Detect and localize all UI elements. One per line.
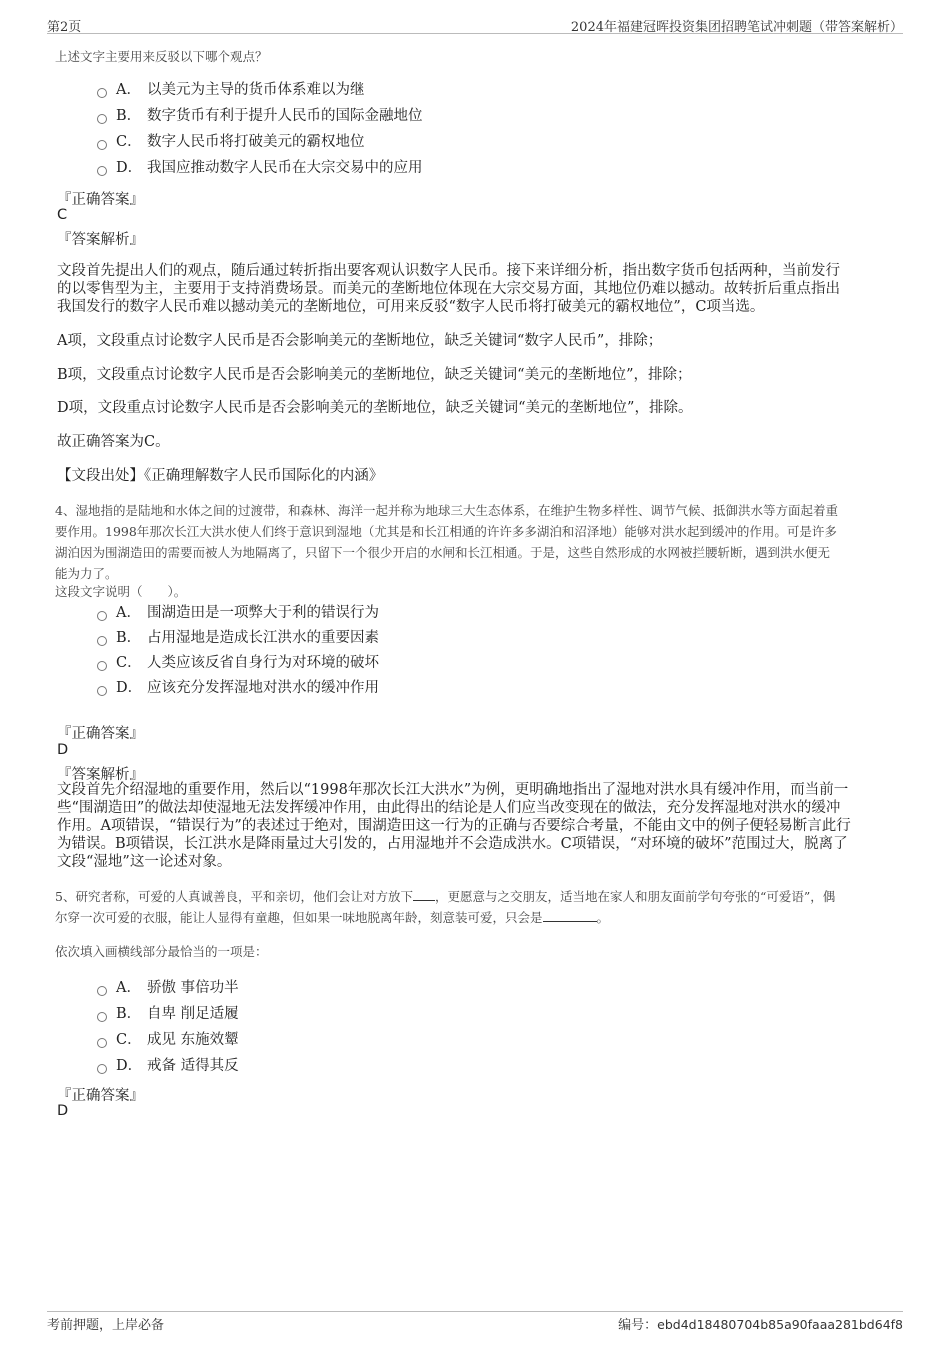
q5-prompt: 依次填入画横线部分最恰当的一项是： (55, 944, 268, 959)
q4-option-a[interactable]: A． 围湖造田是一项弊大于利的错误行为 (97, 602, 379, 624)
q3-answer: C (57, 207, 68, 223)
q5-passage: 5、研究者称，可爱的人真诚善良，平和亲切，他们会让对方放下 ，更愿意与之交朋友，适当地在家人和朋友面前学句夸张的“可爱语”，偶 尔穿一次可爱的衣服，能让人显得有童趣，但如果一味地脱离年龄，刻意装可爱，只会是 。 (55, 889, 836, 925)
document-title: 2024年福建冠晖投资集团招聘笔试冲刺题（带答案解析） (570, 20, 903, 35)
q3-analysis-label: 『答案解析』 (57, 232, 144, 248)
q4-answer-label: 『正确答案』 (57, 726, 144, 742)
q5-option-b[interactable]: B． 自卑 削足适履 (97, 1003, 239, 1025)
q3-prompt: 上述文字主要用来反驳以下哪个观点？ (55, 49, 268, 64)
q5-option-c[interactable]: C． 成见 东施效颦 (97, 1029, 239, 1051)
q4-answer: D (57, 742, 69, 758)
radio-icon[interactable] (97, 1038, 107, 1048)
q3-option-a[interactable]: A． 以美元为主导的货币体系难以为继 (97, 79, 423, 101)
q5-answer: D (57, 1103, 69, 1119)
q5-answer-label: 『正确答案』 (57, 1088, 144, 1104)
q3-analysis: 文段首先提出人们的观点，随后通过转折指出要客观认识数字人民币。接下来详细分析，指出数字货币包括两种，当前发行 的以零售型为主，主要用于支持消费场景。而美元的垄断地位体现在大宗交易方面，其地位仍难以撼动。故转折后重点指出 我国发行的数字人民币难以撼动美元的垄断地位，可用来反驳“数字人民币将打破美元的霸权地位”，C项当选。 (57, 263, 840, 315)
radio-icon[interactable] (97, 1012, 107, 1022)
q3-conclusion: 故正确答案为C。 (57, 434, 170, 450)
document-code: 编号：ebd4d18480704b85a90faaa281bd64f8 (618, 1317, 903, 1333)
q4-analysis: 文段首先介绍湿地的重要作用，然后以“1998年那次长江大洪水”为例，更明确地指出了湿地对洪水具有缓冲作用，而当前一 些“围湖造田”的做法却使湿地无法发挥缓冲作用，由此得出的结论是人们应当改变现在的做法，充分发挥湿地对洪水的缓冲 作用。A项错误，“错误行为”的表述过于绝对，围湖造田这一行为的正确与否要综合考量，不能由文中的例子便轻易断言此行 为错误。B项错误，长江洪水是降雨量过大引发的，占用湿地并不会造成洪水。C项错误，“对环境的破坏”范围过大，脱离了 文段“湿地”这一论述对象。 (57, 782, 851, 870)
q3-option-d[interactable]: D． 我国应推动数字人民币在大宗交易中的应用 (97, 157, 423, 179)
q3-item-a: A项，文段重点讨论数字人民币是否会影响美元的垄断地位，缺乏关键词“数字人民币”，排除； (57, 333, 663, 349)
q3-option-c[interactable]: C． 数字人民币将打破美元的霸权地位 (97, 131, 423, 153)
radio-icon[interactable] (97, 166, 107, 176)
q3-options (97, 79, 423, 179)
q4-option-c[interactable]: C． 人类应该反省自身行为对环境的破坏 (97, 652, 379, 674)
q3-source: 【文段出处】《正确理解数字人民币国际化的内涵》 (57, 468, 384, 484)
q3-option-b[interactable]: B． 数字货币有利于提升人民币的国际金融地位 (97, 105, 423, 127)
q4-prompt: 这段文字说明（ ）。 (55, 584, 187, 599)
radio-icon[interactable] (97, 1064, 107, 1074)
q5-blank-1 (413, 887, 435, 901)
footer-divider (47, 1311, 903, 1312)
q4-option-d[interactable]: D． 应该充分发挥湿地对洪水的缓冲作用 (97, 677, 379, 699)
q4-passage: 4、湿地指的是陆地和水体之间的过渡带，和森林、海洋一起并称为地球三大生态体系，在维护生物多样性、调节气候、抵御洪水等方面起着重 要作用。1998年那次长江大洪水使人们终于意识到湿地（尤其是和长江相通的许许多多湖泊和沼泽地）能够对洪水起到缓冲的作用。可是许多 湖泊因为围湖造田的需要而被人为地隔离了，只留下一个很少开启的水闸和长江相通。于是，这些自然形成的水网被拦腰斩断，遇到洪水便无 能为力了。 (55, 503, 838, 581)
radio-icon[interactable] (97, 611, 107, 621)
radio-icon[interactable] (97, 661, 107, 671)
q4-option-b[interactable]: B． 占用湿地是造成长江洪水的重要因素 (97, 627, 379, 649)
q5-blank-2 (543, 908, 597, 922)
q5-option-d[interactable]: D． 戒备 适得其反 (97, 1055, 239, 1077)
header-divider (47, 33, 903, 34)
q3-item-b: B项，文段重点讨论数字人民币是否会影响美元的垄断地位，缺乏关键词“美元的垄断地位”，排除； (57, 367, 692, 383)
q4-options (97, 602, 379, 699)
radio-icon[interactable] (97, 88, 107, 98)
radio-icon[interactable] (97, 986, 107, 996)
radio-icon[interactable] (97, 114, 107, 124)
radio-icon[interactable] (97, 636, 107, 646)
q5-options (97, 977, 239, 1077)
q3-item-d: D项，文段重点讨论数字人民币是否会影响美元的垄断地位，缺乏关键词“美元的垄断地位”，排除。 (57, 400, 693, 416)
radio-icon[interactable] (97, 686, 107, 696)
footer-slogan: 考前押题，上岸必备 (47, 1318, 165, 1333)
q3-answer-label: 『正确答案』 (57, 192, 144, 208)
radio-icon[interactable] (97, 140, 107, 150)
page-number: 第2页 (47, 20, 82, 35)
q4-analysis-label: 『答案解析』 (57, 767, 144, 783)
q5-option-a[interactable]: A． 骄傲 事倍功半 (97, 977, 239, 999)
